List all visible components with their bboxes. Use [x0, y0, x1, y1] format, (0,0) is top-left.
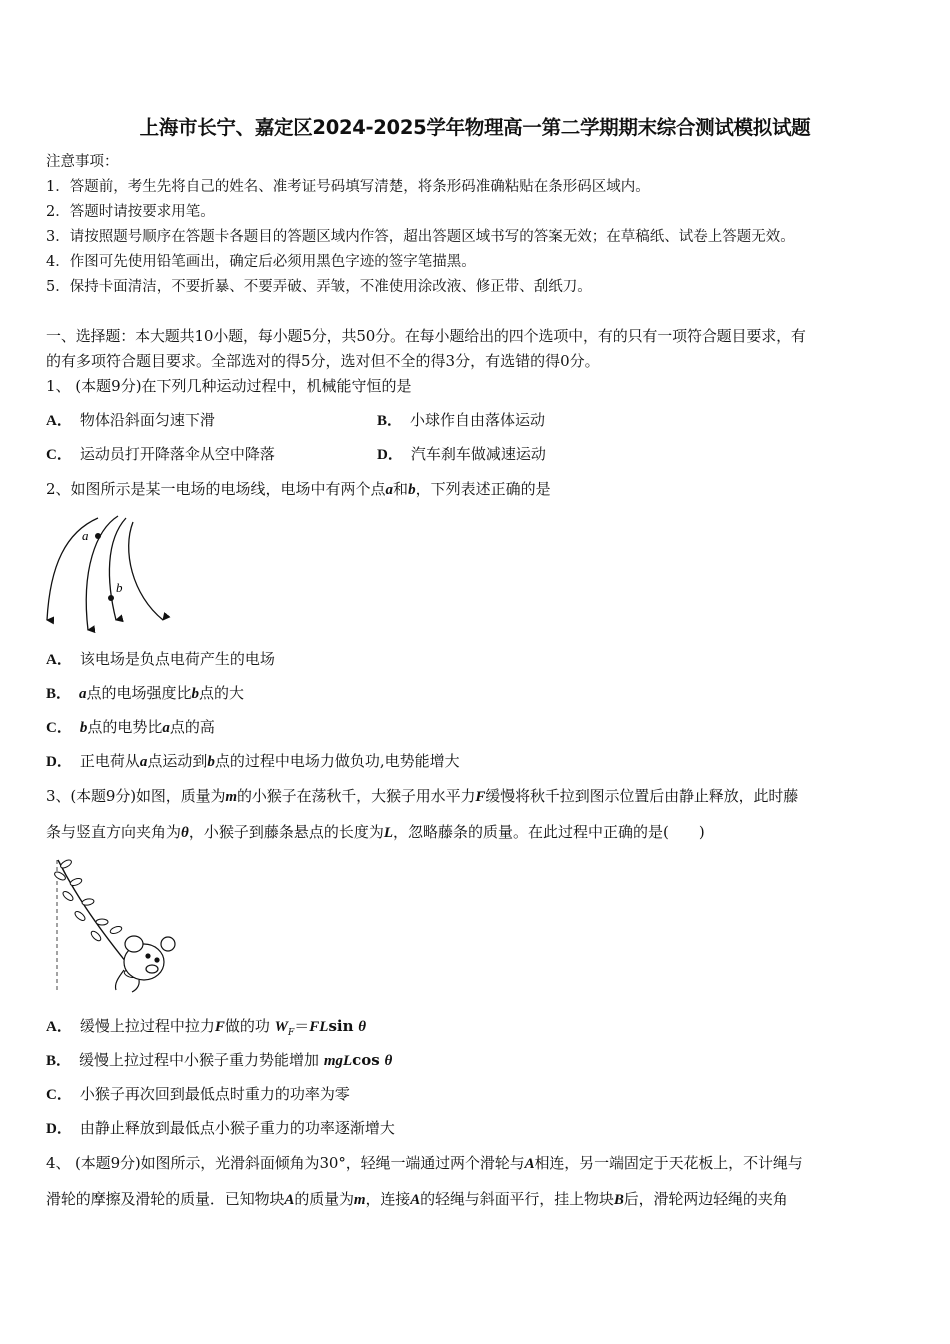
question-3-stem-cont: 条与竖直方向夹角为θ，小猴子到藤条悬点的长度为L，忽略藤条的质量。在此过程中正确的是( ): [46, 823, 705, 841]
page-title: 上海市长宁、嘉定区2024-2025学年物理高一第二学期期末综合测试模拟试题: [139, 116, 811, 139]
q3-option-c: C． 小猴子再次回到最低点时重力的功率为零: [46, 1085, 350, 1103]
q3-option-d: D． 由静止释放到最低点小猴子重力的功率逐渐增大: [46, 1119, 395, 1137]
q2-option-b: B． a点的电场强度比b点的大: [46, 684, 245, 702]
section-instructions: 一、选择题：本大题共10小题，每小题5分，共50分。在每小题给出的四个选项中，有的只有一项符合题目要求，有: [46, 327, 806, 345]
field-line: [129, 522, 163, 620]
field-line: [47, 518, 98, 620]
notes-item: 1．答题前，考生先将自己的姓名、准考证号码填写清楚，将条形码准确粘贴在条形码区域内。: [46, 179, 650, 195]
q1-option-b: B． 小球作自由落体运动: [377, 411, 546, 429]
q1-option-c: C． 运动员打开降落伞从空中降落: [46, 445, 275, 463]
point-a-label: a: [82, 528, 89, 543]
electric-field-lines-figure: [36, 510, 176, 635]
q1-option-a: A． 物体沿斜面匀速下滑: [46, 411, 215, 429]
vine: [58, 860, 126, 962]
question-4-stem-cont: 滑轮的摩擦及滑轮的质量．已知物块A的质量为m，连接A的轻绳与斜面平行，挂上物块B后，滑轮两边轻绳的夹角: [46, 1190, 788, 1208]
question-2-stem: 2、如图所示是某一电场的电场线，电场中有两个点a和b，下列表述正确的是: [46, 480, 551, 498]
monkey-swing-figure: [44, 852, 184, 997]
question-3-stem: 3、(本题9分)如图，质量为m的小猴子在荡秋千，大猴子用水平力F缓慢将秋千拉到图示位置后由静止释放，此时藤: [46, 787, 799, 805]
q2-option-a: A． 该电场是负点电荷产生的电场: [46, 650, 275, 668]
q3-option-b: B． 缓慢上拉过程中小猴子重力势能增加 mgLcos θ: [46, 1051, 393, 1069]
question-1-stem: 1、 (本题9分)在下列几种运动过程中，机械能守恒的是: [46, 377, 412, 395]
point-a-dot: [95, 533, 101, 539]
notes-item: 3．请按照题号顺序在答题卡各题目的答题区域内作答，超出答题区域书写的答案无效；在草稿纸、试卷上答题无效。: [46, 229, 795, 245]
field-line: [86, 516, 118, 630]
q3-option-a: A． 缓慢上拉过程中拉力F做的功 $W_F=FLsin$ θ: [46, 1017, 367, 1038]
q1-option-d: D． 汽车刹车做减速运动: [377, 445, 546, 463]
notes-item: 2．答题时请按要求用笔。: [46, 204, 215, 220]
q2-option-c: C． b点的电势比a点的高: [46, 718, 215, 736]
question-4-stem: 4、 (本题9分)如图所示，光滑斜面倾角为30°，轻绳一端通过两个滑轮与A相连，另一端固定于天花板上，不计绳与: [46, 1154, 803, 1172]
notes-item: 4．作图可先使用铅笔画出，确定后必须用黑色字迹的签字笔描黑。: [46, 254, 476, 270]
point-b-label: b: [116, 580, 123, 595]
point-b-dot: [108, 595, 114, 601]
section-instructions-cont: 的有多项符合题目要求。全部选对的得5分，选对但不全的得3分，有选错的得0分。: [46, 352, 600, 370]
q2-option-d: D． 正电荷从a点运动到b点的过程中电场力做负功,电势能增大: [46, 752, 460, 770]
notes-item: 5．保持卡面清洁，不要折暴、不要弄破、弄皱，不准使用涂改液、修正带、刮纸刀。: [46, 279, 592, 295]
notes-heading: 注意事项：: [46, 154, 119, 170]
field-line: [109, 518, 126, 620]
monkey: [115, 936, 175, 992]
